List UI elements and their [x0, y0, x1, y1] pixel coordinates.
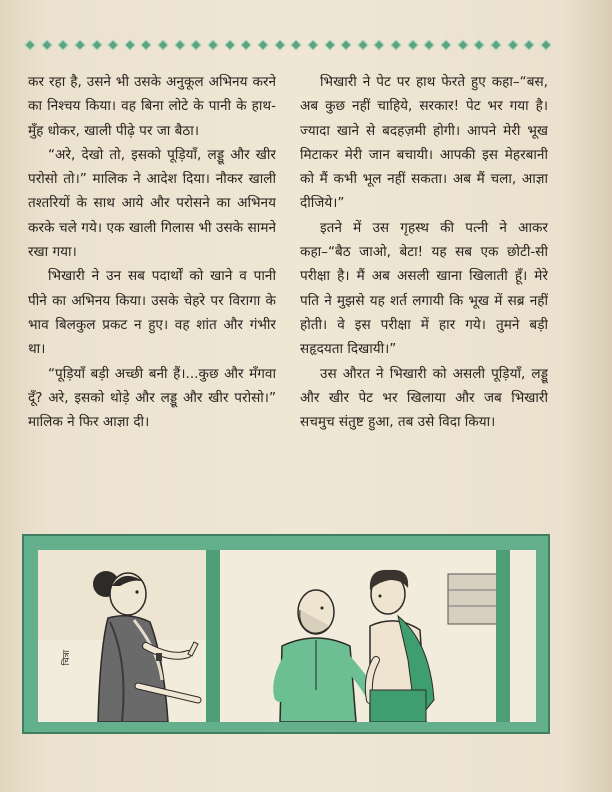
border-diamond: [207, 39, 218, 50]
border-diamond: [357, 39, 368, 50]
text-column-left: [28, 70, 276, 530]
border-diamond: [440, 39, 451, 50]
border-diamond: [191, 39, 202, 50]
panel-divider: [206, 550, 220, 722]
paragraph: इतने में उस गृहस्थ की पत्नी ने आकर कहा–“बैठ जाओ, बेटा! यह सब एक छोटी-सी परीक्षा है। मैं अब असली खाना खिलाती हूँ। मेरे पति ने मुझसे यह शर्त लगायी कि भूख में सब्र नहीं होती। वे इस परीक्षा में हार गये। तुमने बड़ी सहृदयता दिखायी।”: [300, 219, 548, 358]
artist-signature: चित्रा: [62, 650, 72, 666]
border-diamond: [91, 39, 102, 50]
border-diamond: [241, 39, 252, 50]
border-diamond: [507, 39, 518, 50]
border-diamond: [257, 39, 268, 50]
border-diamond: [291, 39, 302, 50]
border-diamond: [41, 39, 52, 50]
text-column-right: [300, 70, 548, 530]
illustration-panel-woman: [38, 550, 206, 722]
border-diamond: [141, 39, 152, 50]
border-diamond: [174, 39, 185, 50]
border-diamond: [474, 39, 485, 50]
paragraph: कर रहा है, उसने भी उसके अनुकूल अभिनय करने का निश्चय किया। वह बिना लोटे के पानी के हाथ-मुँह धोकर, खाली पीढ़े पर जा बैठा।: [28, 74, 276, 139]
border-diamond: [390, 39, 401, 50]
border-diamond: [524, 39, 535, 50]
paragraph: “पूड़ियाँ बड़ी अच्छी बनी हैं।...कुछ और मँगवा दूँ? अरे, इसको थोड़े और लड्डू और खीर परोसो।” मालिक ने फिर आज्ञा दी।: [28, 365, 276, 431]
border-diamond: [307, 39, 318, 50]
paragraph: “अरे, देखो तो, इसको पूड़ियाँ, लड्डू और खीर परोसो तो।” मालिक ने आदेश दिया। नौकर खाली तश्तरियों के साथ आये और परोसने का अभिनय करके चले गये। एक खाली गिलास भी उसके सामने रखा गया।: [28, 146, 276, 261]
border-diamond: [224, 39, 235, 50]
border-diamond: [457, 39, 468, 50]
illustration-panel-men: [220, 550, 536, 722]
story-illustration: [22, 534, 550, 734]
border-diamond: [24, 39, 35, 50]
border-diamond: [108, 39, 119, 50]
border-diamond: [490, 39, 501, 50]
decorative-border: [26, 38, 550, 52]
panel-divider: [496, 550, 510, 722]
paragraph: भिखारी ने पेट पर हाथ फेरते हुए कहा–“बस, अब कुछ नहीं चाहिये, सरकार! पेट भर गया है। ज्यादा खाने से बदहज़मी होगी। आपने मेरी भूख मिटाकर मेरी जान बचायी। आपकी इस मेहरबानी को मैं कभी भूल नहीं सकता। अब मैं चला, आज्ञा दीजिये।”: [300, 74, 548, 212]
paragraph: भिखारी ने उन सब पदार्थों को खाने व पानी पीने का अभिनय किया। उसके चेहरे पर विरागा के भाव बिलकुल प्रकट न हुए। वह शांत और गंभीर था।: [28, 268, 276, 358]
border-diamond: [374, 39, 385, 50]
border-diamond: [324, 39, 335, 50]
border-diamond: [341, 39, 352, 50]
border-diamond: [424, 39, 435, 50]
border-diamond: [407, 39, 418, 50]
paragraph: उस औरत ने भिखारी को असली पूड़ियाँ, लड्डू और खीर पेट भर खिलाया और जब भिखारी सचमुच संतुष्ट हुआ, तब उसे विदा किया।: [300, 365, 548, 431]
border-diamond: [274, 39, 285, 50]
border-diamond: [74, 39, 85, 50]
border-diamond: [540, 39, 551, 50]
border-diamond: [157, 39, 168, 50]
border-diamond: [58, 39, 69, 50]
border-diamond: [124, 39, 135, 50]
